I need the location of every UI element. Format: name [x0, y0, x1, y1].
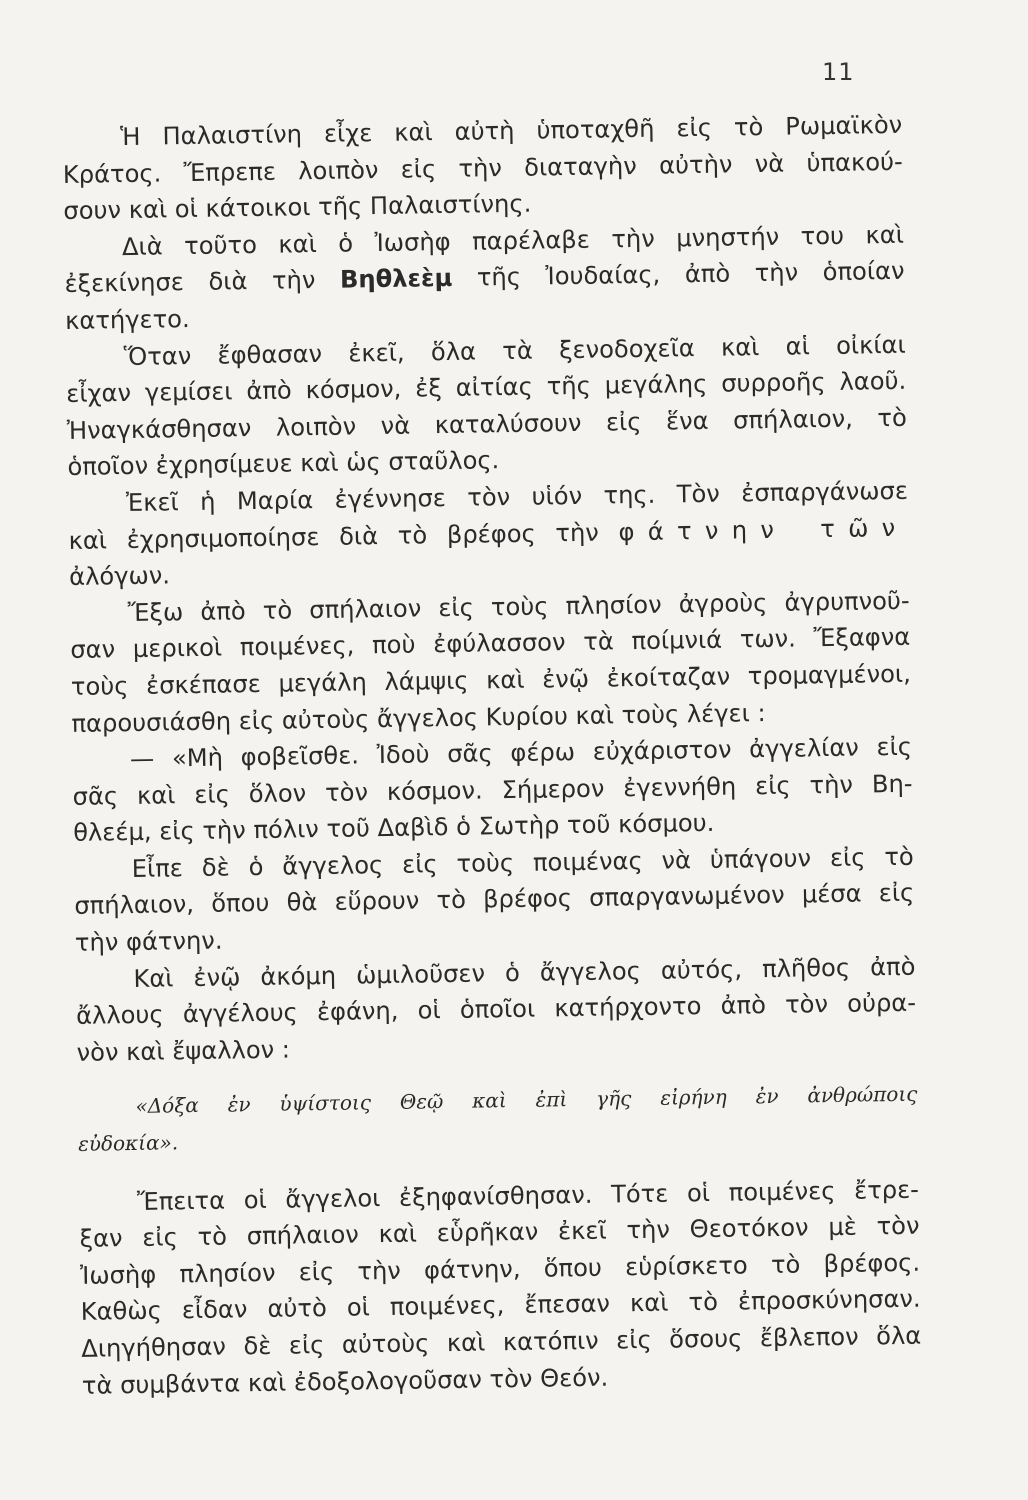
text-line: σᾶς καὶ εἰς ὅλον τὸν κόσμον. Σήμερον ἐγεννήθη εἰς τὴν Βη-: [72, 769, 913, 811]
text-line: Ὅταν ἔφθασαν ἐκεῖ, ὅλα τὰ ξενοδοχεῖα καὶ αἱ οἰκίαι: [123, 330, 906, 371]
text-fragment: τῆς Ἰουδαίας, ἀπὸ τὴν ὁποίαν: [476, 257, 905, 292]
text-fragment: καὶ ἐχρησιμοποίησε διὰ τὸ βρέφος τὴν: [68, 518, 600, 555]
text-line: κατήγετο.: [64, 304, 190, 335]
text-line: ὁποῖον ἐχρησίμευε καὶ ὡς σταῦλος.: [67, 446, 500, 482]
text-line: παρουσιάσθη εἰς αὐτοὺς ἄγγελος Κυρίου καὶ τοὺς λέγει :: [71, 698, 766, 738]
hymn-quote: «Δόξα ἐν ὑψίστοις Θεῷ καὶ ἐπὶ γῆς εἰρήνη ἐν ἀνθρώποις: [135, 1082, 918, 1119]
hymn-quote: εὐδοκία».: [77, 1130, 179, 1156]
text-line: — «Μὴ φοβεῖσθε. Ἰδοὺ σᾶς φέρω εὐχάριστον ἀγγελίαν εἰς: [129, 732, 913, 774]
text-line: Διηγήθησαν δὲ εἰς αὐτοὺς καὶ κατόπιν εἰς ὅσους ἔβλεπον ὅλα: [81, 1321, 922, 1363]
text-line: Ἰωσὴφ πλησίον εἰς τὴν φάτνην, ὅπου εὑρίσκετο τὸ βρέφος.: [79, 1248, 921, 1290]
text-line: Ἡ Παλαιστίνη εἶχε καὶ αὐτὴ ὑποταχθῆ εἰς τὸ Ρωμαϊκὸν: [120, 110, 903, 152]
text-line: τὰ συμβάντα καὶ ἐδοξολογοῦσαν τὸν Θεόν.: [81, 1363, 609, 1400]
text-line: Ἔξω ἀπὸ τὸ σπήλαιον εἰς τοὺς πλησίον ἀγροὺς ἀγρυπνοῦ-: [127, 586, 910, 627]
text-line: νὸν καὶ ἔψαλλον :: [76, 1035, 291, 1067]
spaced-emphasis: φάτνην τῶν: [618, 513, 909, 546]
text-line: Ἠναγκάσθησαν λοιπὸν νὰ καταλύσουν εἰς ἕνα σπήλαιον, τὸ: [66, 403, 907, 445]
text-line: σουν καὶ οἱ κάτοικοι τῆς Παλαιστίνης.: [63, 189, 532, 226]
page-number: 11: [822, 58, 855, 86]
text-line: ἀλόγων.: [68, 561, 171, 592]
text-line: ξαν εἰς τὸ σπήλαιον καὶ εὗρῆκαν ἐκεῖ τὴν Θεοτόκον μὲ τὸν: [79, 1211, 920, 1254]
text-line: ἄλλους ἀγγέλους ἐφάνη, οἱ ὁποῖοι κατήρχοντο ἀπὸ τὸν οὐρα-: [75, 988, 917, 1031]
text-line: Καθὼς εἶδαν αὐτὸ οἱ ποιμένες, ἔπεσαν καὶ τὸ ἐπροσκύνησαν.: [80, 1285, 921, 1327]
text-line: Καὶ ἐνῷ ἀκόμη ὡμιλοῦσεν ὁ ἄγγελος αὐτός, πλῆθος ἀπὸ: [133, 952, 916, 993]
text-line: Ἐκεῖ ἡ Μαρία ἐγέννησε τὸν υἱόν της. Τὸν ἐσπαργάνωσε: [125, 476, 909, 517]
text-line: Διὰ τοῦτο καὶ ὁ Ἰωσὴφ παρέλαβε τὴν μνηστήν του καὶ: [121, 220, 905, 261]
body-text: [62, 107, 922, 1404]
place-name-bethlehem: Βηθλεὲμ: [339, 264, 453, 295]
text-line: σπήλαιον, ὅπου θὰ εὕρουν τὸ βρέφος σπαργανωμένον μέσα εἰς: [74, 879, 915, 921]
text-line: τὴν φάτνην.: [74, 926, 223, 957]
text-line: Ἔπειτα οἱ ἄγγελοι ἐξηφανίσθησαν. Τότε οἱ ποιμένες ἔτρε-: [136, 1175, 920, 1216]
text-line: εἶχαν γεμίσει ἀπὸ κόσμον, ἐξ αἰτίας τῆς μεγάλης συρροῆς λαοῦ.: [66, 366, 907, 409]
text-fragment: ἐξεκίνησε διὰ τὴν: [64, 266, 316, 299]
text-line: τοὺς ἐσκέπασε μεγάλη λάμψις καὶ ἐνῷ ἐκοίταζαν τρομαγμένοι,: [70, 659, 912, 701]
text-line: θλεέμ, εἰς τὴν πόλιν τοῦ Δαβὶδ ὁ Σωτὴρ τοῦ κόσμου.: [72, 809, 715, 848]
text-line: σαν μερικοὶ ποιμένες, ποὺ ἐφύλασσον τὰ ποίμνιά των. Ἔξαφνα: [70, 623, 911, 665]
text-line: Κράτος. Ἔπρεπε λοιπὸν εἰς τὴν διαταγὴν αὐτὴν νὰ ὑπακού-: [62, 147, 903, 189]
text-line: Εἶπε δὲ ὁ ἄγγελος εἰς τοὺς ποιμένας νὰ ὑπάγουν εἰς τὸ: [131, 842, 914, 883]
